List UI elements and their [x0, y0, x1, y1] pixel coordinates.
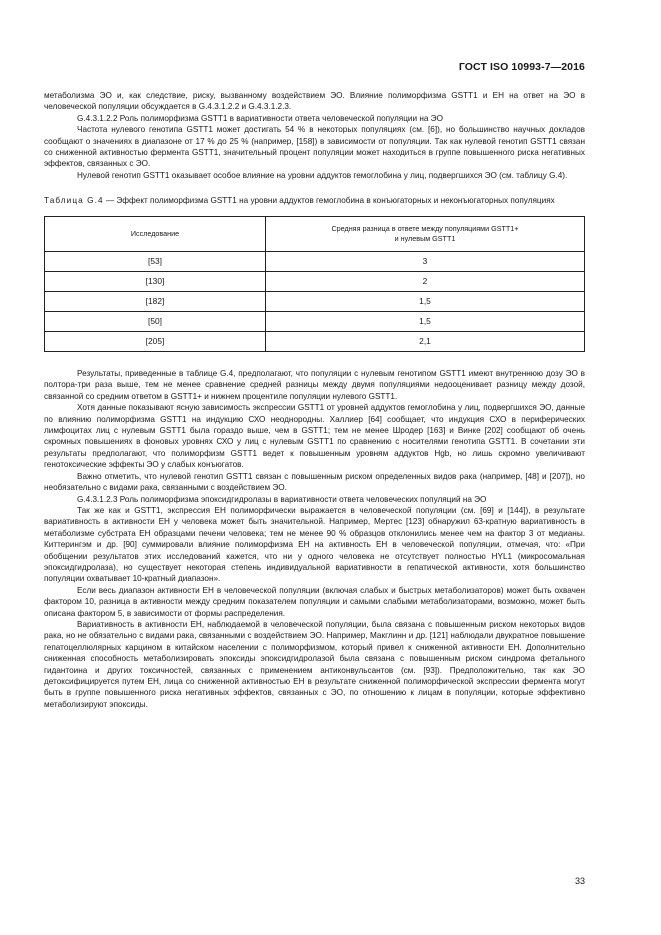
cell-study: [182] [45, 292, 266, 312]
paragraph: Так же как и GSTT1, экспрессия ЕН полиморфически выражается в человеческой популяции (см. [69] и [144]), в результате вариативность в активности ЕН у человека может быть значительной. Например, Мертес [123] обнаружил 63-кратную вариативность в метаболизме субстрата ЕН образцами печени человека; тем не менее 90 % образцов отклонились менее чем на фактор 3 от медианы. Киттерингэм и др. [90] суммировали влияние полиморфизма ЕН на активность ЕН в человеческой популяции, отмечая, что: «При обобщении результатов этих исследований кажется, что ни у одного человека не отсутствует полностью HYL1 (микросомальная эпоксидгидролаза), но существует некоторая степень индивидуальной вариативности в гепатической активности, хотя большинство популяции охватывает 10-кратный диапазон». [44, 505, 585, 584]
cell-difference: 1,5 [266, 312, 585, 332]
paragraph: Результаты, приведенные в таблице G.4, предполагают, что популяции с нулевым генотипом GSTT1 имеют внутреннюю дозу ЭО в полтора-три раза выше, тем не менее сравнение средней разницы между двумя популяциями недооценивает разницу между дозой, связанной со средним ответом в GSTT1+ и нижнем процентиле популяции нулевого GSTT1. [44, 369, 585, 401]
paragraph: Частота нулевого генотипа GSTT1 может достигать 54 % в некоторых популяциях (см. [6]), но большинство научных докладов сообщают о значениях в диапазоне от 17 % до 25 % (например, [158]) в зависимости от популяции. Так как нулевой генотип GSTT1 связан со сниженной активностью фермента GSTT1, значительный процент популяции может находиться в группе повышенного риска негативных эффектов, связанных с ЭО. [44, 125, 585, 169]
body-text [44, 90, 585, 710]
cell-study: [50] [45, 312, 266, 332]
cell-difference: 3 [266, 252, 585, 272]
table-caption [44, 196, 585, 207]
paragraph: Важно отметить, что нулевой генотип GSTT1 связан с повышенным риском определенных видов рака (например, [48] и [207]), но необязательно с видами рака, связанными с воздействием ЭО. [44, 471, 585, 493]
table-body [45, 252, 585, 352]
table-row [45, 292, 585, 312]
table-row [45, 332, 585, 352]
cell-difference: 1,5 [266, 292, 585, 312]
table-caption-label: Таблица G.4 [44, 196, 104, 206]
paragraph: Вариативность в активности ЕН, наблюдаемой в человеческой популяции, была связана с повышенным риском некоторых видов рака, но не обязательно с видами рака, связанными с воздействием ЭО. Например, Макглинн и др. [121] наблюдали двукратное повышение гепатоцеллюлярных карцином в китайском населении с полиморфизмом, который привел к сниженной активности ЕН. Дополнительно сниженная способность метаболизировать эпоксиды эпоксидгидролазой была связана с повышенным риском синдрома фетального гидантоина и других токсичностей, связанных с применением антиконвульсантов (см. [93]). Предположительно, так как ЭО детоксифицируется путем ЕН, лица со сниженной активностью ЕН в результате сниженной полиморфической экспрессии фермента могут быть в группе повышенного риска негативных эффектов, связанных с ЭО, по отношению к лицам в популяции, которые эффективно метаболизируют эпоксиды. [44, 619, 585, 709]
cell-study: [205] [45, 332, 266, 352]
cell-difference: 2 [266, 272, 585, 292]
paragraph: метаболизма ЭО и, как следствие, риску, вызванному воздействием ЭО. Влияние полиморфизма GSTT1 и ЕН на ответ на ЭО в человеческой популяции обсуждается в G.4.3.1.2.2 и G.4.3.1.2.3. [44, 91, 585, 112]
cell-difference: 2,1 [266, 332, 585, 352]
paragraphs-bottom [44, 368, 585, 710]
paragraph: Если весь диапазон активности ЕН в человеческой популяции (включая слабых и быстрых метаболизаторов) может быть охвачен фактором 10, разница в активности между средним показателем популяции и самыми слабыми метаболизаторами, возможно, может быть описана фактором 5, в зависимости от формы распределения. [44, 585, 585, 618]
table-row [45, 312, 585, 332]
column-header-difference-text: Средняя разница в ответе между популяциями GSTT1+ и нулевым GSTT1 [331, 224, 519, 244]
standard-code-header: ГОСТ ISO 10993-7—2016 [458, 61, 585, 73]
cell-study: [130] [45, 272, 266, 292]
cell-study: [53] [45, 252, 266, 272]
table-row [45, 252, 585, 272]
column-header-difference [266, 217, 585, 252]
table-row [45, 272, 585, 292]
paragraph: Хотя данные показывают ясную зависимость экспрессии GSTT1 от уровней аддуктов гемоглобина у лиц, подвергшихся ЭО, данные по влиянию полиморфизма GSTT1 на индукцию СХО неоднородны. Халлиер [64] сообщает, что индукция СХО в периферических лимфоцитах лиц с нулевым GSTT1 была гораздо выше, чем в GSTT1; тем не менее Шродер [163] и Винке [202] сообщают об очень скромных повышениях в фоновых уровнях СХО у лиц с нулевым GSTT1 по сравнению с носителями генотипа GSTT1. В сочетании эти результаты предполагают, что полиморфизм GSTT1 ведет к повышенным уровням аддуктов Hgb, но лишь скромно увеличивают генотоксические эффекты ЭО у слабых конъюгатов. [44, 403, 585, 470]
results-table [44, 216, 585, 352]
table-caption-text: — Эффект полиморфизма GSTT1 на уровни аддуктов гемоглобина в конъюгаторных и неконъюгаторных популяциях [103, 196, 555, 206]
table-header-row [45, 217, 585, 252]
column-header-study: Исследование [45, 217, 266, 252]
paragraphs-top [44, 90, 585, 181]
paragraph: G.4.3.1.2.3 Роль полиморфизма эпоксидгидролазы в вариативности ответа человеческих популяций на ЭО [77, 494, 487, 504]
paragraph: G.4.3.1.2.2 Роль полиморфизма GSTT1 в вариативности ответа человеческой популяции на ЭО [77, 113, 443, 123]
paragraph: Нулевой генотип GSTT1 оказывает особое влияние на уровни аддуктов гемоглобина у лиц, подвергшихся ЭО (см. таблицу G.4). [77, 170, 568, 180]
page-number: 33 [574, 876, 585, 886]
